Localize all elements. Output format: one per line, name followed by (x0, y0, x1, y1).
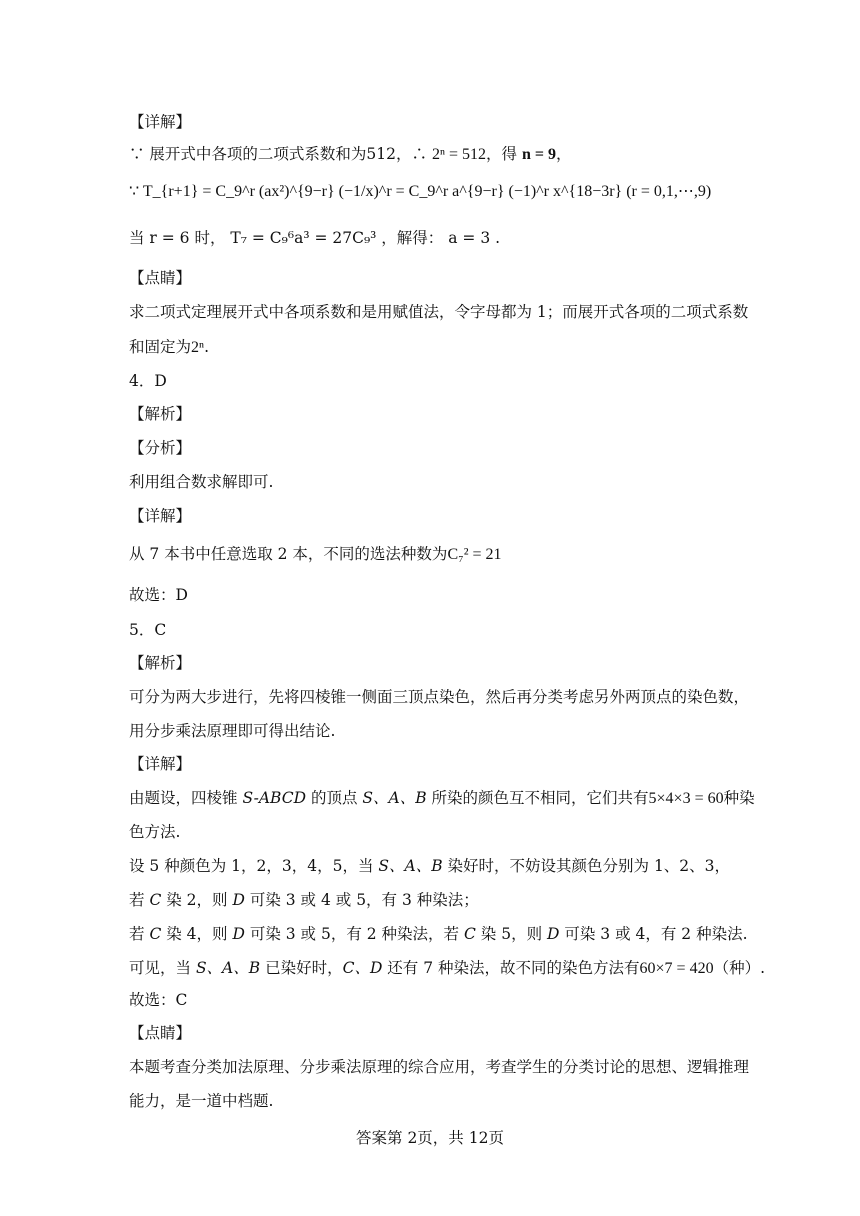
q5-analysis-line2: 用分步乘法原理即可得出结论. (129, 722, 336, 740)
q3-comment-line1: 求二项式定理展开式中各项系数和是用赋值法，令字母都为 1；而展开式各项的二项式系数 (129, 303, 749, 321)
section-heading-analysis: 【解析】 (129, 654, 192, 672)
formula: 5×4×3 = 60 (648, 790, 724, 807)
q4-fenxi-text: 利用组合数求解即可. (129, 473, 274, 491)
q5-detail-line2: 色方法. (129, 823, 181, 841)
formula: 60×7 = 420 (639, 960, 714, 977)
q5-analysis-line1: 可分为两大步进行，先将四棱锥一侧面三顶点染色，然后再分类考虑另外两顶点的染色数， (129, 688, 750, 706)
section-heading-detail: 【详解】 (129, 113, 192, 131)
q5-detail-line6: 可见，当 S、A、B 已染好时，C、D 还有 7 种染法，故不同的染色方法有60×7 = 420（种）. (129, 959, 766, 977)
page-footer: 答案第 2页，共 12页 (356, 1129, 504, 1147)
q4-conclusion: 故选：D (129, 586, 188, 604)
q3-general-term-formula (129, 180, 739, 204)
section-heading-comment: 【点睛】 (129, 1024, 192, 1042)
section-heading-detail: 【详解】 (129, 507, 192, 525)
formula: C₇² = 21 (447, 546, 502, 563)
q4-detail-text: 从 7 本书中任意选取 2 本，不同的选法种数为C₇² = 21 (129, 545, 502, 563)
expression: 2ⁿ (191, 339, 205, 356)
q5-detail-line1: 由题设，四棱锥 S-ABCD 的顶点 S、A、B 所染的颜色互不相同，它们共有5×4×3 = 60种染 (129, 789, 755, 807)
q5-conclusion: 故选：C (129, 991, 188, 1009)
section-heading-fenxi: 【分析】 (129, 439, 192, 457)
equation: 2ⁿ = 512 (431, 146, 487, 163)
section-heading-comment: 【点睛】 (129, 269, 192, 287)
q5-comment-line1: 本题考查分类加法原理、分步乘法原理的综合应用，考查学生的分类讨论的思想、逻辑推理 (129, 1058, 750, 1076)
section-heading-analysis: 【解析】 (129, 405, 192, 423)
q5-detail-line5: 若 C 染 4，则 D 可染 3 或 5，有 2 种染法，若 C 染 5，则 D 可染 3 或 4，有 2 种染法. (129, 925, 748, 943)
q5-detail-line3: 设 5 种颜色为 1，2，3，4，5，当 S、A、B 染好时，不妨设其颜色分别为 1、2、3， (129, 857, 731, 875)
q5-comment-line2: 能力，是一道中档题. (129, 1092, 274, 1110)
formula-text: ∵ T_{r+1} = C_9^r (ax²)^{9−r} (−1/x)^r = C_9^r a^{9−r} (−1)^r x^{18−3r} (r = 0,1,⋯,9) (129, 183, 712, 200)
q3-comment-line2: 和固定为2ⁿ. (129, 338, 209, 356)
section-heading-detail: 【详解】 (129, 755, 192, 773)
q4-answer: 4．D (129, 372, 167, 390)
result: n = 9 (521, 146, 556, 163)
q3-detail-line3: 当 r = 6 时， T₇ = C₉⁶a³ = 27C₉³ ，解得： a = 3 . (129, 229, 501, 247)
q3-detail-line1: ∵ 展开式中各项的二项式系数和为512，∴ 2ⁿ = 512，得 n = 9， (129, 145, 572, 163)
q5-detail-line4: 若 C 染 2，则 D 可染 3 或 4 或 5，有 3 种染法； (129, 891, 479, 909)
q5-answer: 5．C (129, 621, 167, 639)
